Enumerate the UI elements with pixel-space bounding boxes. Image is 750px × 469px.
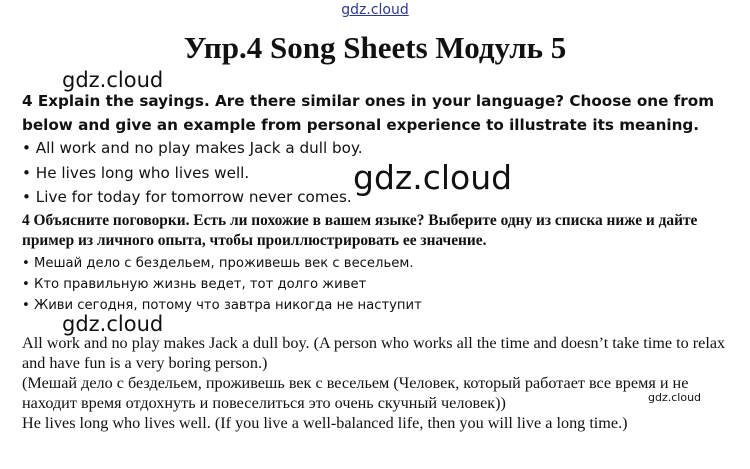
sayings-list-ru xyxy=(22,253,422,316)
saying-ru-2: • Кто правильную жизнь ведет, тот долго живет xyxy=(22,274,422,295)
saying-en-3: • Live for today for tomorrow never comes. xyxy=(22,185,363,210)
task-instruction-ru: 4 Объясните поговорки. Есть ли похожие в вашем языке? Выберите одну из списка ниже и дайте пример из личного опыта, чтобы проиллюстрировать ее значение. xyxy=(22,212,698,249)
answer-block xyxy=(22,333,734,433)
task-instruction-en: 4 Explain the sayings. Are there similar ones in your language? Choose one from below and give an example from personal experience to illustrate its meaning. xyxy=(22,92,715,134)
watermark-center: gdz.cloud xyxy=(353,158,513,197)
watermark-small: gdz.cloud xyxy=(648,391,702,404)
saying-ru-1: • Мешай дело с бездельем, проживешь век с весельем. xyxy=(22,253,422,274)
saying-ru-3: • Живи сегодня, потому что завтра никогда не наступит xyxy=(22,295,422,316)
answer-line-1: All work and no play makes Jack a dull boy. (A person who works all the time and doesn’t take time to relax and have fun is a very boring person.) xyxy=(22,334,726,372)
saying-en-1: • All work and no play makes Jack a dull boy. xyxy=(22,136,363,161)
saying-en-2: • He lives long who lives well. xyxy=(22,161,363,186)
answer-line-3: He lives long who lives well. (If you live a well-balanced life, then you will live a long time.) xyxy=(22,414,628,432)
page-title: Упр.4 Song Sheets Модуль 5 xyxy=(183,30,567,65)
answer-line-2: (Мешай дело с бездельем, проживешь век с весельем (Человек, который работает все время и не находит время отдохнуть и повеселиться это очень скучный человек)) xyxy=(22,374,689,412)
watermark-left-upper: gdz.cloud xyxy=(62,68,164,92)
watermark-top-link[interactable]: gdz.cloud xyxy=(341,2,409,18)
watermark-left-lower: gdz.cloud xyxy=(62,312,164,336)
sayings-list-en xyxy=(22,136,363,210)
